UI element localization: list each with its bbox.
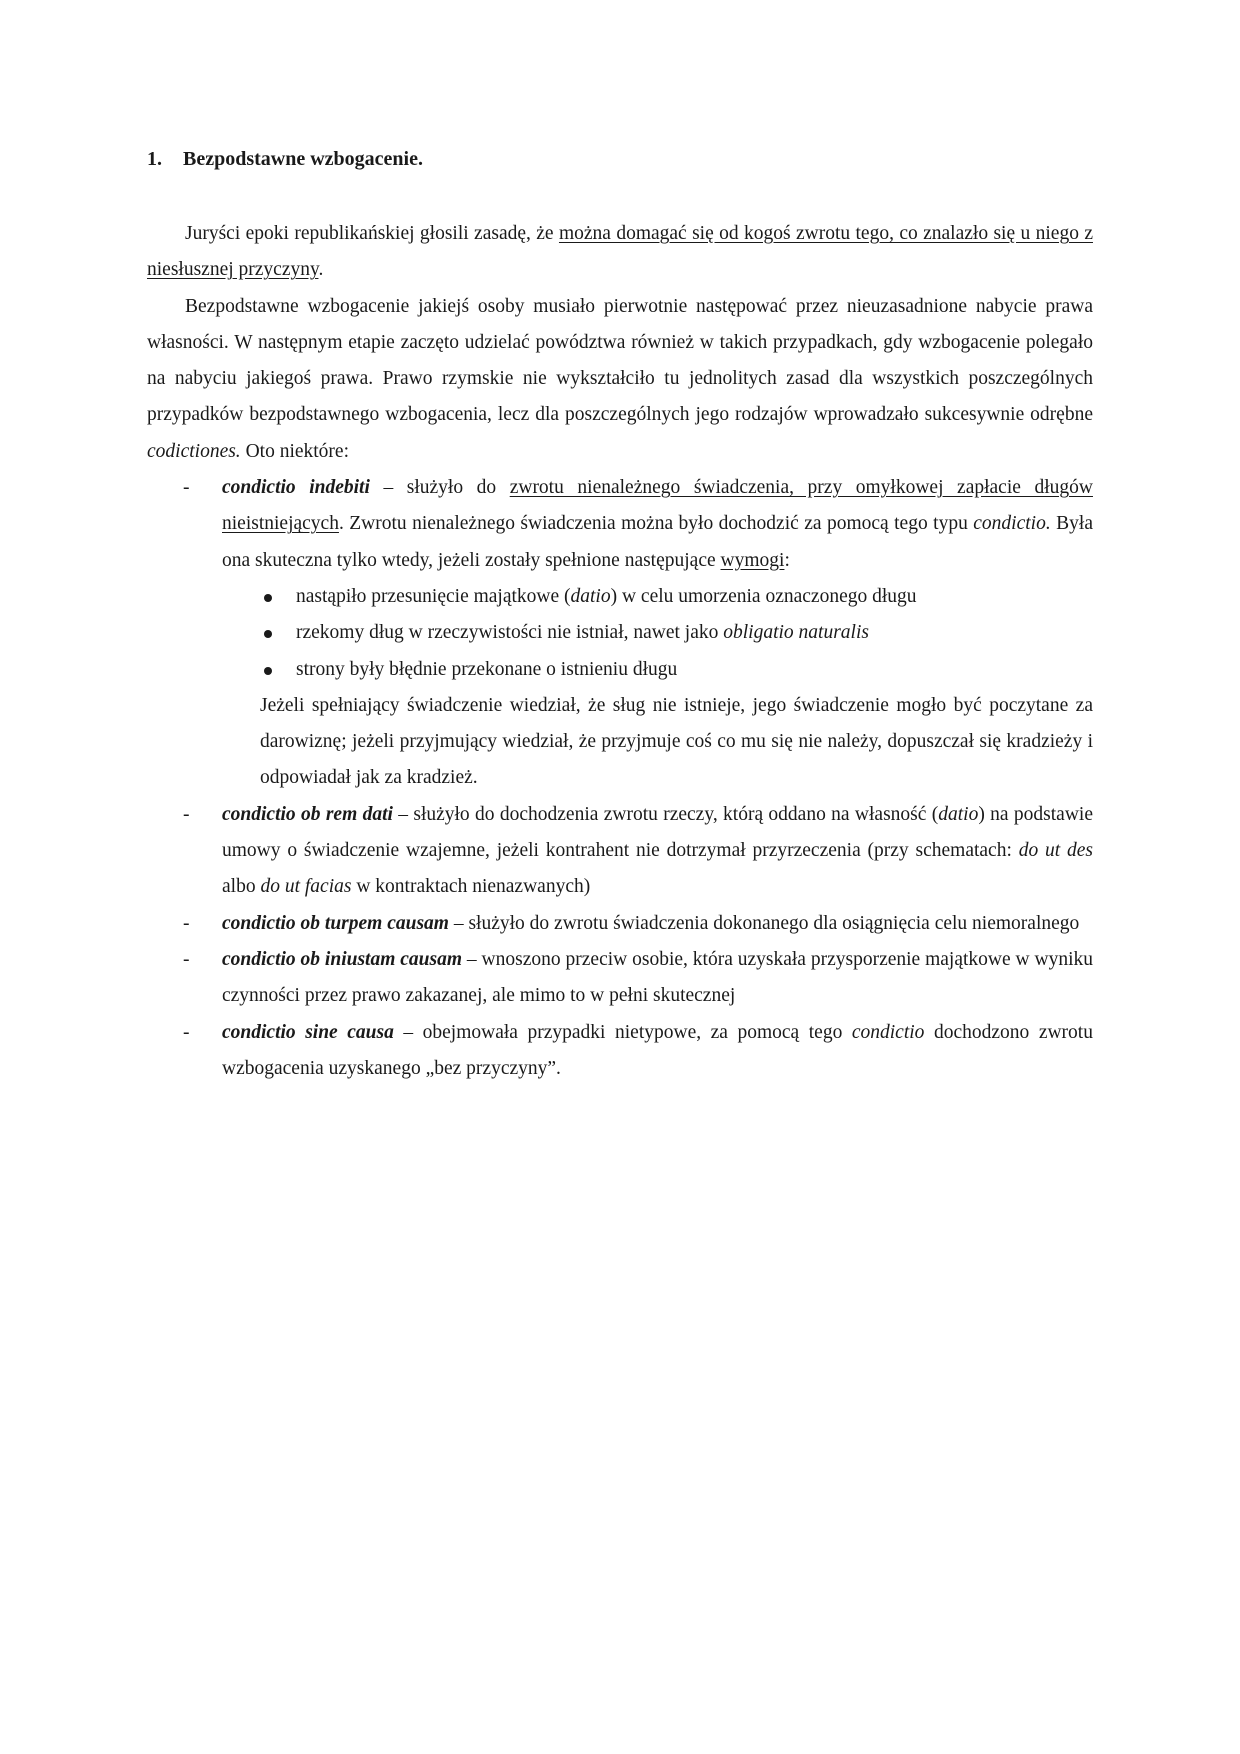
document-body	[147, 216, 1093, 1087]
dash-marker: -	[183, 477, 190, 499]
requirements-list	[222, 579, 1093, 688]
underlined-phrase: można domagać się od kogoś zwrotu tego, co znalazło się u niego z niesłusznej przyczyny	[147, 223, 1093, 281]
bullet-icon	[264, 667, 272, 675]
term: condictio ob rem dati	[222, 803, 393, 825]
list-item-ob-rem-dati: - condictio ob rem dati – służyło do dochodzenia zwrotu rzeczy, którą oddano na własność (datio) na podstawie umowy o świadczenie wzajemne, jeżeli kontrahent nie dotrzymał przyrzeczenia (przy schematach: do ut des albo do ut facias w kontraktach nienazwanych)	[147, 797, 1093, 906]
condictio-list	[147, 470, 1093, 1087]
bullet-icon	[264, 594, 272, 602]
paragraph-consequences: Jeżeli spełniający świadczenie wiedział, że sług nie istnieje, jego świadczenie mogło być poczytane za darowiznę; jeżeli przyjmujący wiedział, że przyjmuje coś co mu się nie należy, dopuszczał się kradzieży i odpowiadał jak za kradzież.	[260, 694, 1093, 789]
list-item-sine-causa: - condictio sine causa – obejmowała przypadki nietypowe, za pomocą tego condictio dochodzono zwrotu wzbogacenia uzyskanego „bez przyczyny”.	[147, 1015, 1093, 1088]
dash-marker: -	[183, 803, 190, 825]
term: condictio sine causa	[222, 1021, 394, 1043]
list-item-indebiti: - condictio indebiti – służyło do zwrotu nienależnego świadczenia, przy omyłkowej zapłacie długów nieistniejących. Zwrotu nienależnego świadczenia można było dochodzić za pomocą tego typu condictio. Była ona skuteczna tylko wtedy, jeżeli zostały spełnione następujące wymogi: nastąpiło przesunięcie majątkowe (datio) w celu umorzenia oznaczonego długu rzekomy dług w rzeczywistości nie istniał, nawet jako obligatio naturalis strony były błędnie przekonane o istnieniu długu Jeżeli spełniający świadczenie wiedział, że sług nie istnieje, jego świadczenie mogło być poczytane za darowiznę; jeżeli przyjmujący wiedział, że przyjmuje coś co mu się nie należy, dopuszczał się kradzieży i odpowiadał jak za kradzież.	[147, 470, 1093, 797]
list-item: rzekomy dług w rzeczywistości nie istniał, nawet jako obligatio naturalis	[260, 615, 1093, 651]
dash-marker: -	[183, 948, 190, 970]
bullet-icon	[264, 630, 272, 638]
section-title: Bezpodstawne wzbogacenie.	[183, 148, 423, 170]
dash-marker: -	[183, 912, 190, 934]
dash-marker: -	[183, 1021, 190, 1043]
list-item: nastąpiło przesunięcie majątkowe (datio) w celu umorzenia oznaczonego długu	[260, 579, 1093, 615]
list-item-ob-iniustam-causam: - condictio ob iniustam causam – wnoszono przeciw osobie, która uzyskała przysporzenie majątkowe w wyniku czynności przez prawo zakazanej, ale mimo to w pełni skutecznej	[147, 942, 1093, 1015]
term: condictio ob iniustam causam	[222, 948, 463, 970]
section-number: 1.	[147, 148, 162, 170]
section-heading	[147, 148, 423, 171]
list-item: strony były błędnie przekonane o istnieniu długu	[260, 652, 1093, 688]
term: condictio ob turpem causam	[222, 912, 449, 934]
paragraph-background: Bezpodstawne wzbogacenie jakiejś osoby musiało pierwotnie następować przez nieuzasadnione nabycie prawa własności. W następnym etapie zaczęto udzielać powództwa również w takich przypadkach, gdy wzbogacenie polegało na nabyciu jakiegoś prawa. Prawo rzymskie nie wykształciło tu jednolitych zasad dla wszystkich poszczególnych przypadków bezpodstawnego wzbogacenia, lecz dla poszczególnych jego rodzajów wprowadzało sukcesywnie odrębne codictiones. Oto niektóre:	[147, 295, 1093, 462]
paragraph-intro: Juryści epoki republikańskiej głosili zasadę, że można domagać się od kogoś zwrotu tego, co znalazło się u niego z niesłusznej przyczyny.	[147, 223, 1093, 281]
list-item-ob-turpem-causam: - condictio ob turpem causam – służyło do zwrotu świadczenia dokonanego dla osiągnięcia celu niemoralnego	[147, 906, 1093, 942]
term: condictio indebiti	[222, 477, 370, 499]
